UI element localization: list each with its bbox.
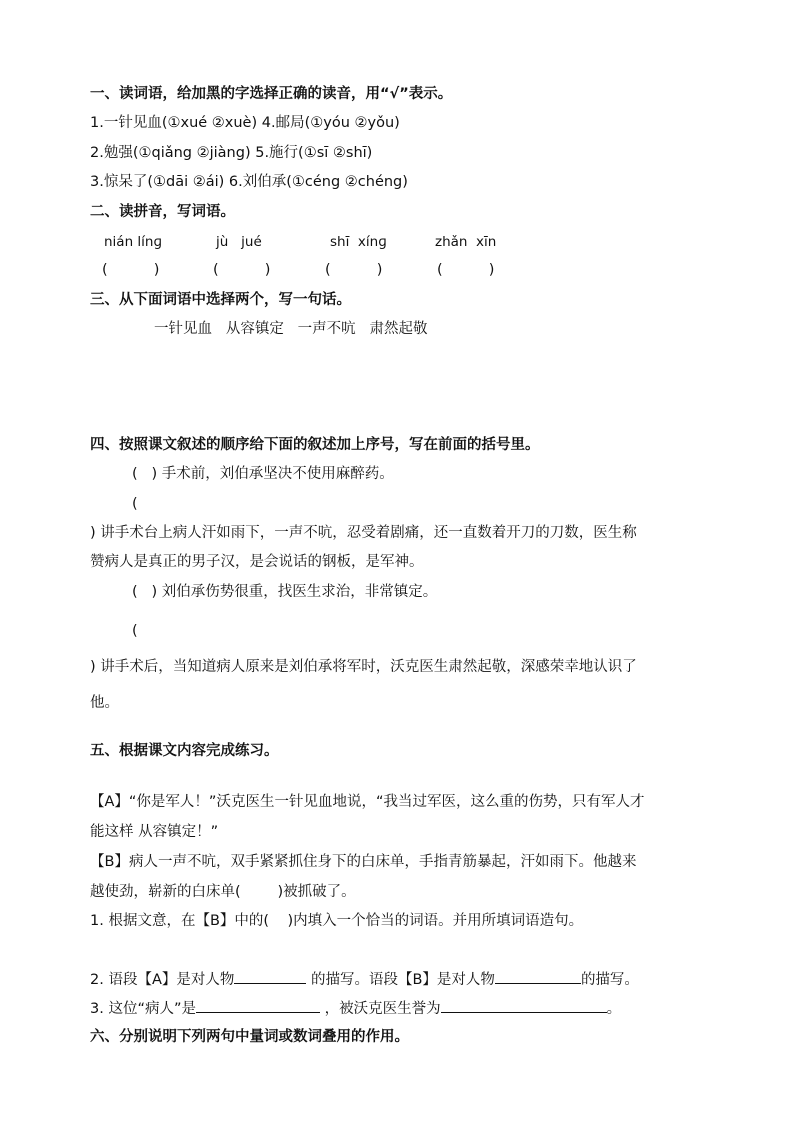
passage-b-line-1: 【B】病人一声不吭，双手紧紧抓住身下的白床单，手指青筋暴起，汗如雨下。他越来: [90, 854, 637, 870]
order-item-4-line-1: ) 讲手术后，当知道病人原来是刘伯承将军时，沃克医生肃然起敬，深感荣幸地认识了: [90, 659, 637, 675]
answer-paren-4: ( ): [437, 262, 495, 278]
answer-blank-b[interactable]: [495, 969, 581, 984]
question-3-part-a: 3. 这位“病人”是: [90, 1001, 196, 1017]
order-item-3: ( ) 刘伯承伤势很重，找医生求治，非常镇定。: [132, 584, 438, 600]
answer-blank-a[interactable]: [234, 969, 306, 984]
question-2-part-a: 2. 语段【A】是对人物: [90, 972, 235, 988]
question-3-part-b: ，被沃克医生誉为: [319, 1001, 441, 1017]
passage-b-line-2: 越使劲，崭新的白床单( )被抓破了。: [90, 884, 356, 900]
section-1-heading: 一、读词语，给加黑的字选择正确的读音，用“√”表示。: [90, 86, 453, 102]
s1-line-1: 1.一针见血(①xué ②xuè) 4.邮局(①yóu ②yǒu): [90, 115, 400, 131]
pinyin-2: jù jué: [216, 234, 262, 250]
pinyin-4: zhǎn xīn: [435, 234, 497, 250]
question-2-part-b: 的描写。语段【B】是对人物: [306, 972, 495, 988]
order-item-2-line-1: ) 讲手术台上病人汗如雨下，一声不吭，忍受着剧痛，还一直数着开刀的刀数，医生称: [90, 525, 637, 541]
answer-paren-1: ( ): [102, 262, 160, 278]
passage-a-line-1: 【A】“你是军人！”沃克医生一针见血地说，“我当过军医，这么重的伤势，只有军人才: [90, 794, 645, 810]
answer-paren-3: ( ): [325, 262, 383, 278]
section-6-heading: 六、分别说明下列两句中量词或数词叠用的作用。: [90, 1029, 409, 1045]
question-3: [90, 998, 621, 1019]
question-1: 1. 根据文意，在【B】中的( )内填入一个恰当的词语。并用所填词语造句。: [90, 913, 584, 929]
section-5-heading: 五、根据课文内容完成练习。: [90, 743, 279, 759]
answer-blank-d[interactable]: [441, 998, 607, 1013]
s1-line-3: 3.惊呆了(①dāi ②ái) 6.刘伯承(①céng ②chéng): [90, 174, 408, 190]
section-4-heading: 四、按照课文叙述的顺序给下面的叙述加上序号，写在前面的括号里。: [90, 437, 540, 453]
question-2-part-c: 的描写。: [580, 972, 639, 988]
question-2: [90, 969, 639, 990]
answer-blank-c[interactable]: [196, 998, 320, 1013]
section-2-heading: 二、读拼音，写词语。: [90, 204, 235, 220]
pinyin-1: nián línɡ: [104, 234, 163, 250]
passage-a-line-2: 能这样 从容镇定！”: [90, 824, 219, 840]
order-item-4-line-2: 他。: [90, 695, 119, 711]
order-item-1: ( ) 手术前，刘伯承坚决不使用麻醉药。: [132, 466, 394, 482]
order-item-2-line-2: 赞病人是真正的男子汉，是会说话的钢板，是军神。: [90, 554, 424, 570]
section-3-heading: 三、从下面词语中选择两个，写一句话。: [90, 292, 351, 308]
order-item-2-paren: (: [132, 496, 138, 512]
answer-paren-2: ( ): [213, 262, 271, 278]
s1-line-2: 2.勉强(①qiǎng ②jiàng) 5.施行(①sī ②shī): [90, 145, 373, 161]
order-item-4-paren: (: [132, 623, 138, 639]
pinyin-3: shī xínɡ: [330, 234, 387, 250]
word-choices: 一针见血 从容镇定 一声不吭 肃然起敬: [154, 321, 428, 337]
question-3-part-c: 。: [606, 1001, 622, 1017]
